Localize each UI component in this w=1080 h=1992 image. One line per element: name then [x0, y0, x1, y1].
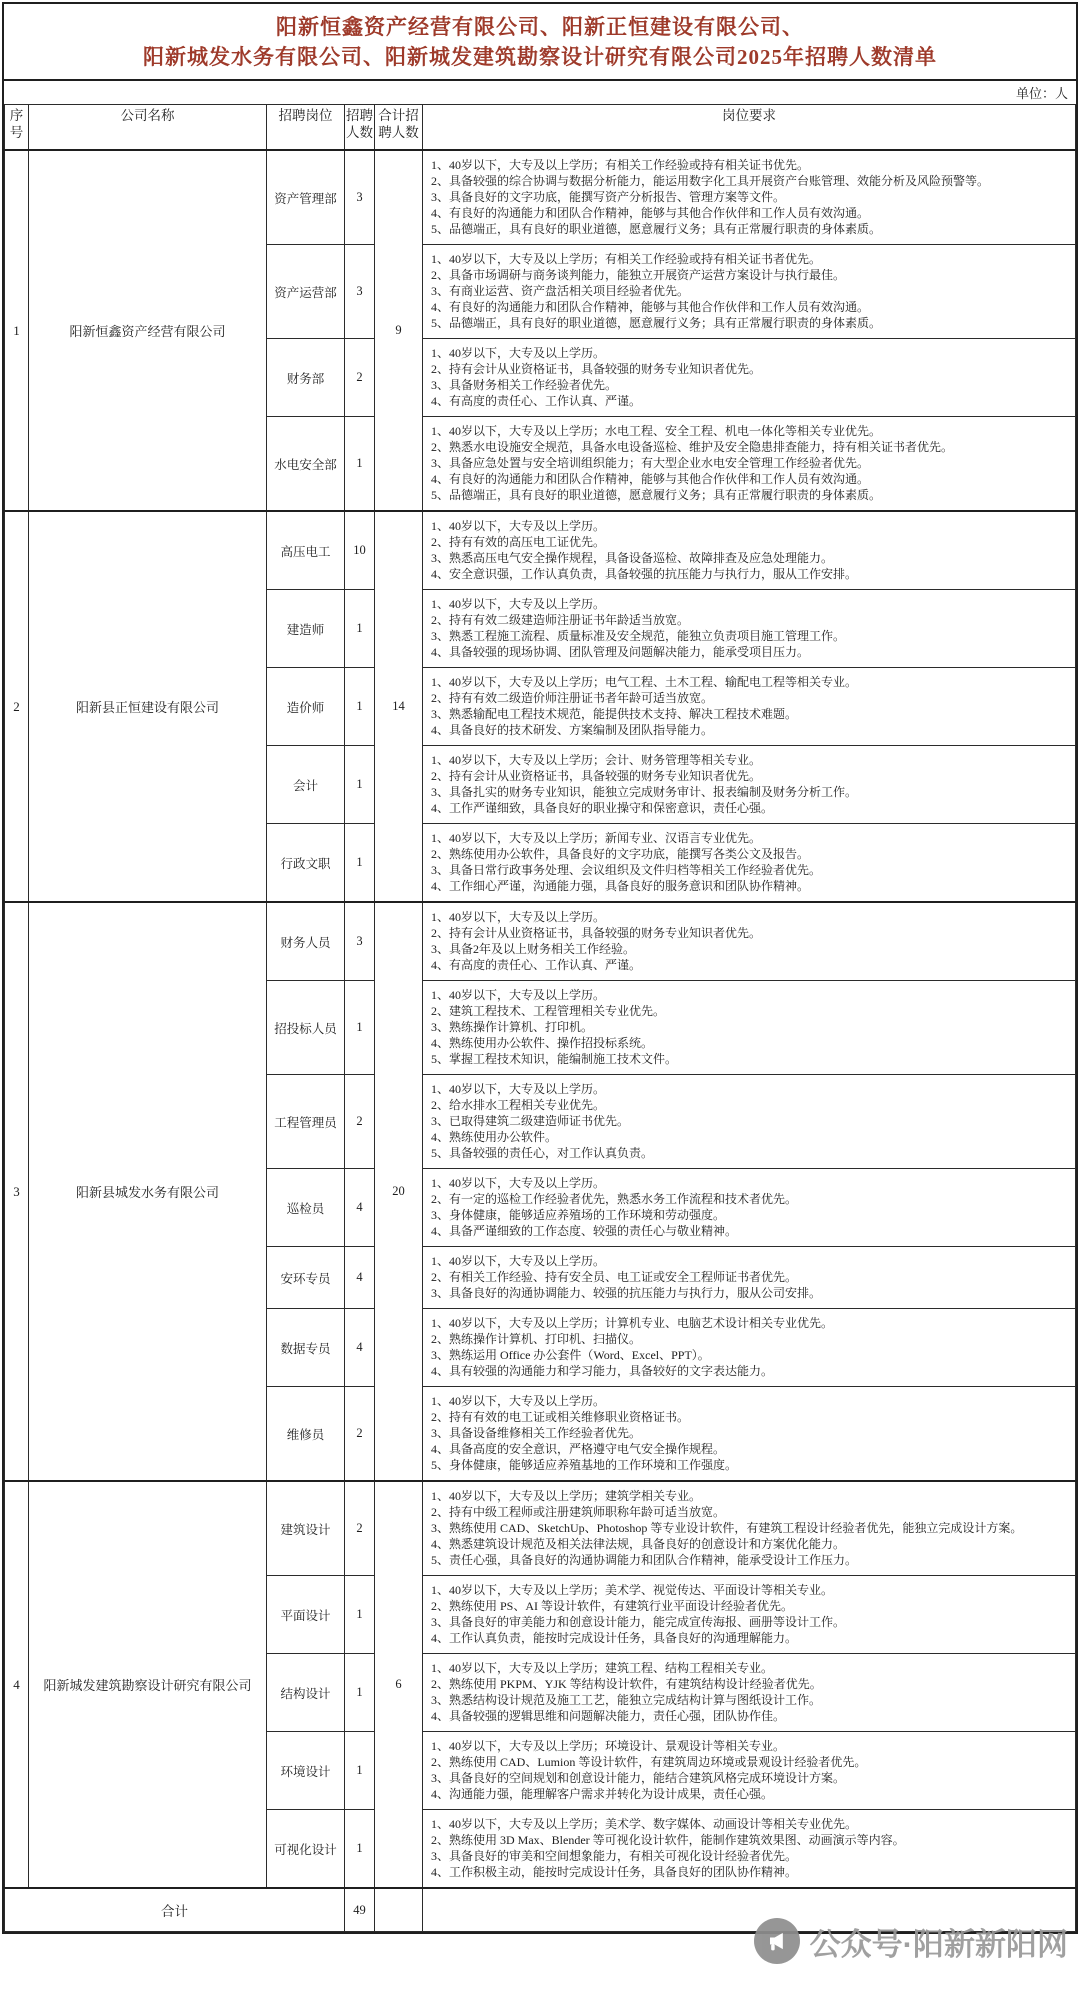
requirement-line: 4、工作认真负责，能按时完成设计任务，具备良好的沟通理解能力。 — [431, 1631, 798, 1645]
requirement-line: 3、熟练运用 Office 办公套件（Word、Excel、PPT）。 — [431, 1348, 710, 1362]
watermark-text: 公众号·阳新新阳网 — [809, 1926, 1068, 1962]
position-name-cell: 巡检员 — [267, 1169, 345, 1247]
position-name-cell: 平面设计 — [267, 1576, 345, 1654]
section-index-cell: 3 — [5, 902, 29, 1481]
requirements-cell — [423, 1576, 1076, 1654]
requirement-line: 3、熟练使用 CAD、SketchUp、Photoshop 等专业设计软件，有建筑工程设计经验者优先，能独立完成设计方案。 — [431, 1521, 1023, 1535]
document-frame — [2, 2, 1078, 1934]
requirements-cell — [423, 245, 1076, 339]
requirement-line: 2、给水排水工程相关专业优先。 — [431, 1098, 606, 1112]
title-line-2: 阳新城发水务有限公司、阳新城发建筑勘察设计研究有限公司2025年招聘人数清单 — [143, 45, 937, 69]
requirement-line: 2、持有有效二级建造师注册证书年龄适当放宽。 — [431, 613, 690, 627]
requirement-line: 4、沟通能力强，能理解客户需求并转化为设计成果，责任心强。 — [431, 1787, 774, 1801]
header-index: 序号 — [5, 105, 29, 151]
requirement-line: 5、品德端正，具有良好的职业道德，愿意履行义务；具有正常履行职责的身体素质。 — [431, 488, 882, 502]
requirement-line: 1、40岁以下，大专及以上学历。 — [431, 346, 606, 360]
position-name-cell: 招投标人员 — [267, 981, 345, 1075]
position-name-cell: 会计 — [267, 746, 345, 824]
requirement-line: 3、熟悉工程施工流程、质量标准及安全规范，能独立负责项目施工管理工作。 — [431, 629, 846, 643]
requirement-line: 3、具备良好的审美和空间想象能力，有相关可视化设计经验者优先。 — [431, 1849, 798, 1863]
requirement-line: 3、具备日常行政事务处理、会议组织及文件归档等相关工作经验者优先。 — [431, 863, 822, 877]
requirement-line: 5、品德端正，具有良好的职业道德，愿意履行义务；具有正常履行职责的身体素质。 — [431, 316, 882, 330]
recruit-count-cell: 1 — [345, 590, 375, 668]
requirement-line: 4、熟悉建筑设计规范及相关法律法规，具备良好的创意设计和方案优化能力。 — [431, 1537, 846, 1551]
requirements-cell — [423, 1169, 1076, 1247]
requirements-cell — [423, 981, 1076, 1075]
requirement-line: 4、具备较强的逻辑思维和问题解决能力，责任心强，团队协作佳。 — [431, 1709, 786, 1723]
position-name-cell: 资产运营部 — [267, 245, 345, 339]
requirement-line: 2、有相关工作经验、持有安全员、电工证或安全工程师证书者优先。 — [431, 1270, 798, 1284]
requirement-line: 1、40岁以下，大专及以上学历。 — [431, 988, 606, 1002]
requirement-line: 3、已取得建筑二级建造师证书优先。 — [431, 1114, 630, 1128]
requirement-line: 3、熟悉结构设计规范及施工工艺，能独立完成结构计算与图纸设计工作。 — [431, 1693, 822, 1707]
requirement-line: 2、建筑工程技术、工程管理相关专业优先。 — [431, 1004, 666, 1018]
requirement-line: 4、有良好的沟通能力和团队合作精神，能够与其他合作伙伴和工作人员有效沟通。 — [431, 206, 870, 220]
requirement-line: 3、熟悉输配电工程技术规范，能提供技术支持、解决工程技术难题。 — [431, 707, 798, 721]
requirement-line: 3、具备良好的沟通协调能力、较强的抗压能力与执行力，服从公司安排。 — [431, 1286, 822, 1300]
requirement-line: 3、熟练操作计算机、打印机。 — [431, 1020, 594, 1034]
title-line-1: 阳新恒鑫资产经营有限公司、阳新正恒建设有限公司、 — [276, 15, 804, 39]
requirement-line: 4、有高度的责任心、工作认真、严谨。 — [431, 958, 642, 972]
requirement-line: 3、具备2年及以上财务相关工作经验。 — [431, 942, 636, 956]
footer-label-cell: 合计 — [5, 1888, 345, 1932]
requirement-line: 4、具有较强的沟通能力和学习能力，具备较好的文字表达能力。 — [431, 1364, 774, 1378]
recruit-count-cell: 2 — [345, 339, 375, 417]
requirement-line: 5、掌握工程技术知识，能编制施工技术文件。 — [431, 1052, 678, 1066]
requirements-cell — [423, 1387, 1076, 1482]
requirement-line: 1、40岁以下，大专及以上学历；环境设计、景观设计等相关专业。 — [431, 1739, 786, 1753]
recruit-count-cell: 1 — [345, 824, 375, 903]
document-title — [4, 4, 1076, 81]
requirement-line: 1、40岁以下，大专及以上学历。 — [431, 1254, 606, 1268]
requirement-line: 4、工作积极主动，能按时完成设计任务，具备良好的团队协作精神。 — [431, 1865, 798, 1879]
footer-total-cell: 49 — [345, 1888, 375, 1932]
requirements-cell — [423, 1732, 1076, 1810]
section-total-cell: 6 — [375, 1481, 423, 1888]
requirement-line: 1、40岁以下，大专及以上学历。 — [431, 910, 606, 924]
recruit-count-cell: 10 — [345, 511, 375, 590]
recruit-count-cell: 4 — [345, 1309, 375, 1387]
position-name-cell: 维修员 — [267, 1387, 345, 1482]
requirement-line: 2、熟练操作计算机、打印机、扫描仪。 — [431, 1332, 642, 1346]
recruit-count-cell: 4 — [345, 1247, 375, 1309]
requirements-cell — [423, 339, 1076, 417]
requirements-cell — [423, 1075, 1076, 1169]
requirement-line: 2、持有有效二级造价师注册证书者年龄可适当放宽。 — [431, 691, 714, 705]
requirement-line: 1、40岁以下，大专及以上学历。 — [431, 1176, 606, 1190]
requirement-line: 3、具备良好的空间规划和创意设计能力，能结合建筑风格完成环境设计方案。 — [431, 1771, 846, 1785]
requirement-line: 2、具备市场调研与商务谈判能力，能独立开展资产运营方案设计与执行最佳。 — [431, 268, 846, 282]
requirements-cell — [423, 590, 1076, 668]
requirements-cell — [423, 1481, 1076, 1576]
requirements-cell — [423, 902, 1076, 981]
requirements-cell — [423, 824, 1076, 903]
section-total-cell: 14 — [375, 511, 423, 902]
position-name-cell: 建筑设计 — [267, 1481, 345, 1576]
position-name-cell: 结构设计 — [267, 1654, 345, 1732]
requirement-line: 5、品德端正，具有良好的职业道德，愿意履行义务；具有正常履行职责的身体素质。 — [431, 222, 882, 236]
recruit-count-cell: 1 — [345, 1576, 375, 1654]
requirement-line: 1、40岁以下，大专及以上学历；有相关工作经验或持有相关证书优先。 — [431, 158, 810, 172]
requirement-line: 3、熟悉高压电气安全操作规程，具备设备巡检、故障排查及应急处理能力。 — [431, 551, 834, 565]
position-name-cell: 数据专员 — [267, 1309, 345, 1387]
recruit-count-cell: 4 — [345, 1169, 375, 1247]
header-requirements: 岗位要求 — [423, 105, 1076, 151]
requirements-cell — [423, 511, 1076, 590]
requirement-line: 4、熟练使用办公软件、操作招投标系统。 — [431, 1036, 654, 1050]
position-name-cell: 高压电工 — [267, 511, 345, 590]
requirements-cell — [423, 150, 1076, 245]
requirement-line: 4、工作细心严谨，沟通能力强，具备良好的服务意识和团队协作精神。 — [431, 879, 810, 893]
requirement-line: 2、具备较强的综合协调与数据分析能力，能运用数字化工具开展资产台账管理、效能分析及风险预警等。 — [431, 174, 990, 188]
unit-note: 单位：人 — [1015, 86, 1068, 101]
recruit-count-cell: 2 — [345, 1481, 375, 1576]
requirement-line: 3、具备设备维修相关工作经验者优先。 — [431, 1426, 642, 1440]
position-name-cell: 可视化设计 — [267, 1810, 345, 1889]
section-index-cell: 1 — [5, 150, 29, 511]
header-count: 招聘人数 — [345, 105, 375, 151]
recruit-count-cell: 3 — [345, 902, 375, 981]
requirement-line: 2、有一定的巡检工作经验者优先，熟悉水务工作流程和技术者优先。 — [431, 1192, 798, 1206]
footer-total-row — [5, 1888, 1076, 1932]
requirements-cell — [423, 1247, 1076, 1309]
requirement-line: 2、熟悉水电设施安全规范，具备水电设备巡检、维护及安全隐患排查能力，持有相关证书者优先。 — [431, 440, 954, 454]
company-name-cell: 阳新城发建筑勘察设计研究有限公司 — [29, 1481, 267, 1888]
recruit-count-cell: 1 — [345, 417, 375, 512]
position-name-cell: 水电安全部 — [267, 417, 345, 512]
requirements-cell — [423, 1654, 1076, 1732]
header-total: 合计招聘人数 — [375, 105, 423, 151]
requirement-line: 4、具备较强的现场协调、团队管理及问题解决能力，能承受项目压力。 — [431, 645, 810, 659]
position-name-cell: 财务部 — [267, 339, 345, 417]
position-name-cell: 建造师 — [267, 590, 345, 668]
position-name-cell: 环境设计 — [267, 1732, 345, 1810]
section-index-cell: 4 — [5, 1481, 29, 1888]
requirement-line: 1、40岁以下，大专及以上学历；建筑工程、结构工程相关专业。 — [431, 1661, 774, 1675]
requirement-line: 4、安全意识强，工作认真负责，具备较强的抗压能力与执行力，服从工作安排。 — [431, 567, 858, 581]
recruit-count-cell: 2 — [345, 1387, 375, 1482]
section-total-cell: 20 — [375, 902, 423, 1481]
position-row — [5, 511, 1076, 590]
requirement-line: 3、身体健康，能够适应养殖场的工作环境和劳动强度。 — [431, 1208, 726, 1222]
requirement-line: 5、责任心强，具备良好的沟通协调能力和团队合作精神，能承受设计工作压力。 — [431, 1553, 858, 1567]
requirement-line: 1、40岁以下，大专及以上学历。 — [431, 597, 606, 611]
requirement-line: 1、40岁以下，大专及以上学历；会计、财务管理等相关专业。 — [431, 753, 762, 767]
requirement-line: 2、持有有效的电工证或相关维修职业资格证书。 — [431, 1410, 690, 1424]
requirement-line: 4、具备严谨细致的工作态度、较强的责任心与敬业精神。 — [431, 1224, 738, 1238]
requirement-line: 4、具备高度的安全意识，严格遵守电气安全操作规程。 — [431, 1442, 726, 1456]
requirement-line: 2、熟练使用 PS、AI 等设计软件，有建筑行业平面设计经验者优先。 — [431, 1599, 794, 1613]
recruitment-table — [4, 104, 1076, 1932]
requirement-line: 4、有高度的责任心、工作认真、严谨。 — [431, 394, 642, 408]
requirement-line: 2、熟练使用 CAD、Lumion 等设计软件，有建筑周边环境或景观设计经验者优先。 — [431, 1755, 867, 1769]
requirement-line: 3、具备良好的文字功底，能撰写资产分析报告、管理方案等文件。 — [431, 190, 786, 204]
requirement-line: 4、有良好的沟通能力和团队合作精神，能够与其他合作伙伴和工作人员有效沟通。 — [431, 300, 870, 314]
position-name-cell: 资产管理部 — [267, 150, 345, 245]
requirement-line: 2、持有会计从业资格证书，具备较强的财务专业知识者优先。 — [431, 926, 762, 940]
recruit-count-cell: 1 — [345, 1654, 375, 1732]
requirement-line: 4、熟练使用办公软件。 — [431, 1130, 558, 1144]
requirement-line: 2、持有会计从业资格证书，具备较强的财务专业知识者优先。 — [431, 362, 762, 376]
position-row — [5, 150, 1076, 245]
section-index-cell: 2 — [5, 511, 29, 902]
requirement-line: 1、40岁以下，大专及以上学历；美术学、数字媒体、动画设计等相关专业优先。 — [431, 1817, 858, 1831]
requirement-line: 2、持有有效的高压电工证优先。 — [431, 535, 606, 549]
recruit-count-cell: 1 — [345, 746, 375, 824]
requirement-line: 1、40岁以下，大专及以上学历；有相关工作经验或持有相关证书者优先。 — [431, 252, 822, 266]
requirement-line: 4、有良好的沟通能力和团队合作精神，能够与其他合作伙伴和工作人员有效沟通。 — [431, 472, 870, 486]
company-name-cell: 阳新县正恒建设有限公司 — [29, 511, 267, 902]
requirement-line: 1、40岁以下，大专及以上学历。 — [431, 519, 606, 533]
requirement-line: 1、40岁以下，大专及以上学历；新闻专业、汉语言专业优先。 — [431, 831, 762, 845]
position-name-cell: 财务人员 — [267, 902, 345, 981]
requirement-line: 1、40岁以下，大专及以上学历；建筑学相关专业。 — [431, 1489, 702, 1503]
requirement-line: 5、身体健康，能够适应养殖基地的工作环境和工作强度。 — [431, 1458, 738, 1472]
section-total-cell: 9 — [375, 150, 423, 511]
recruit-count-cell: 3 — [345, 150, 375, 245]
requirement-line: 1、40岁以下，大专及以上学历；美术学、视觉传达、平面设计等相关专业。 — [431, 1583, 834, 1597]
requirement-line: 4、具备良好的技术研发、方案编制及团队指导能力。 — [431, 723, 714, 737]
requirement-line: 4、工作严谨细致，具备良好的职业操守和保密意识，责任心强。 — [431, 801, 774, 815]
recruit-count-cell: 1 — [345, 981, 375, 1075]
requirement-line: 3、具备应急处置与安全培训组织能力；有大型企业水电安全管理工作经验者优先。 — [431, 456, 870, 470]
requirement-line: 2、持有会计从业资格证书，具备较强的财务专业知识者优先。 — [431, 769, 762, 783]
requirement-line: 2、持有中级工程师或注册建筑师职称年龄可适当放宽。 — [431, 1505, 726, 1519]
requirement-line: 3、具备良好的审美能力和创意设计能力，能完成宣传海报、画册等设计工作。 — [431, 1615, 846, 1629]
header-position: 招聘岗位 — [267, 105, 345, 151]
position-name-cell: 工程管理员 — [267, 1075, 345, 1169]
requirements-cell — [423, 1309, 1076, 1387]
position-row — [5, 1481, 1076, 1576]
footer-empty-total-cell — [375, 1888, 423, 1932]
recruit-count-cell: 1 — [345, 668, 375, 746]
requirement-line: 1、40岁以下，大专及以上学历；计算机专业、电脑艺术设计相关专业优先。 — [431, 1316, 834, 1330]
requirement-line: 3、有商业运营、资产盘活相关项目经验者优先。 — [431, 284, 690, 298]
requirement-line: 2、熟练使用 PKPM、YJK 等结构设计软件，有建筑结构设计经验者优先。 — [431, 1677, 822, 1691]
requirement-line: 2、熟练使用办公软件，具备良好的文字功底，能撰写各类公文及报告。 — [431, 847, 810, 861]
requirement-line: 2、熟练使用 3D Max、Blender 等可视化设计软件，能制作建筑效果图、动画演示等内容。 — [431, 1833, 905, 1847]
requirement-line: 3、具备财务相关工作经验者优先。 — [431, 378, 618, 392]
position-name-cell: 安环专员 — [267, 1247, 345, 1309]
company-name-cell: 阳新县城发水务有限公司 — [29, 902, 267, 1481]
position-name-cell: 行政文职 — [267, 824, 345, 903]
header-row — [5, 105, 1076, 151]
recruit-count-cell: 3 — [345, 245, 375, 339]
requirements-cell — [423, 1810, 1076, 1889]
recruit-count-cell: 2 — [345, 1075, 375, 1169]
position-row — [5, 902, 1076, 981]
recruit-count-cell: 1 — [345, 1810, 375, 1889]
requirement-line: 1、40岁以下，大专及以上学历；电气工程、土木工程、输配电工程等相关专业。 — [431, 675, 858, 689]
company-name-cell: 阳新恒鑫资产经营有限公司 — [29, 150, 267, 511]
requirement-line: 5、具备较强的责任心，对工作认真负责。 — [431, 1146, 654, 1160]
requirement-line: 1、40岁以下，大专及以上学历。 — [431, 1394, 606, 1408]
requirements-cell — [423, 668, 1076, 746]
requirements-cell — [423, 746, 1076, 824]
requirements-cell — [423, 417, 1076, 512]
footer-empty-requirements-cell — [423, 1888, 1076, 1932]
recruit-count-cell: 1 — [345, 1732, 375, 1810]
requirement-line: 3、具备扎实的财务专业知识，能独立完成财务审计、报表编制及财务分析工作。 — [431, 785, 858, 799]
position-name-cell: 造价师 — [267, 668, 345, 746]
header-company: 公司名称 — [29, 105, 267, 151]
requirement-line: 1、40岁以下，大专及以上学历；水电工程、安全工程、机电一体化等相关专业优先。 — [431, 424, 882, 438]
requirement-line: 1、40岁以下，大专及以上学历。 — [431, 1082, 606, 1096]
